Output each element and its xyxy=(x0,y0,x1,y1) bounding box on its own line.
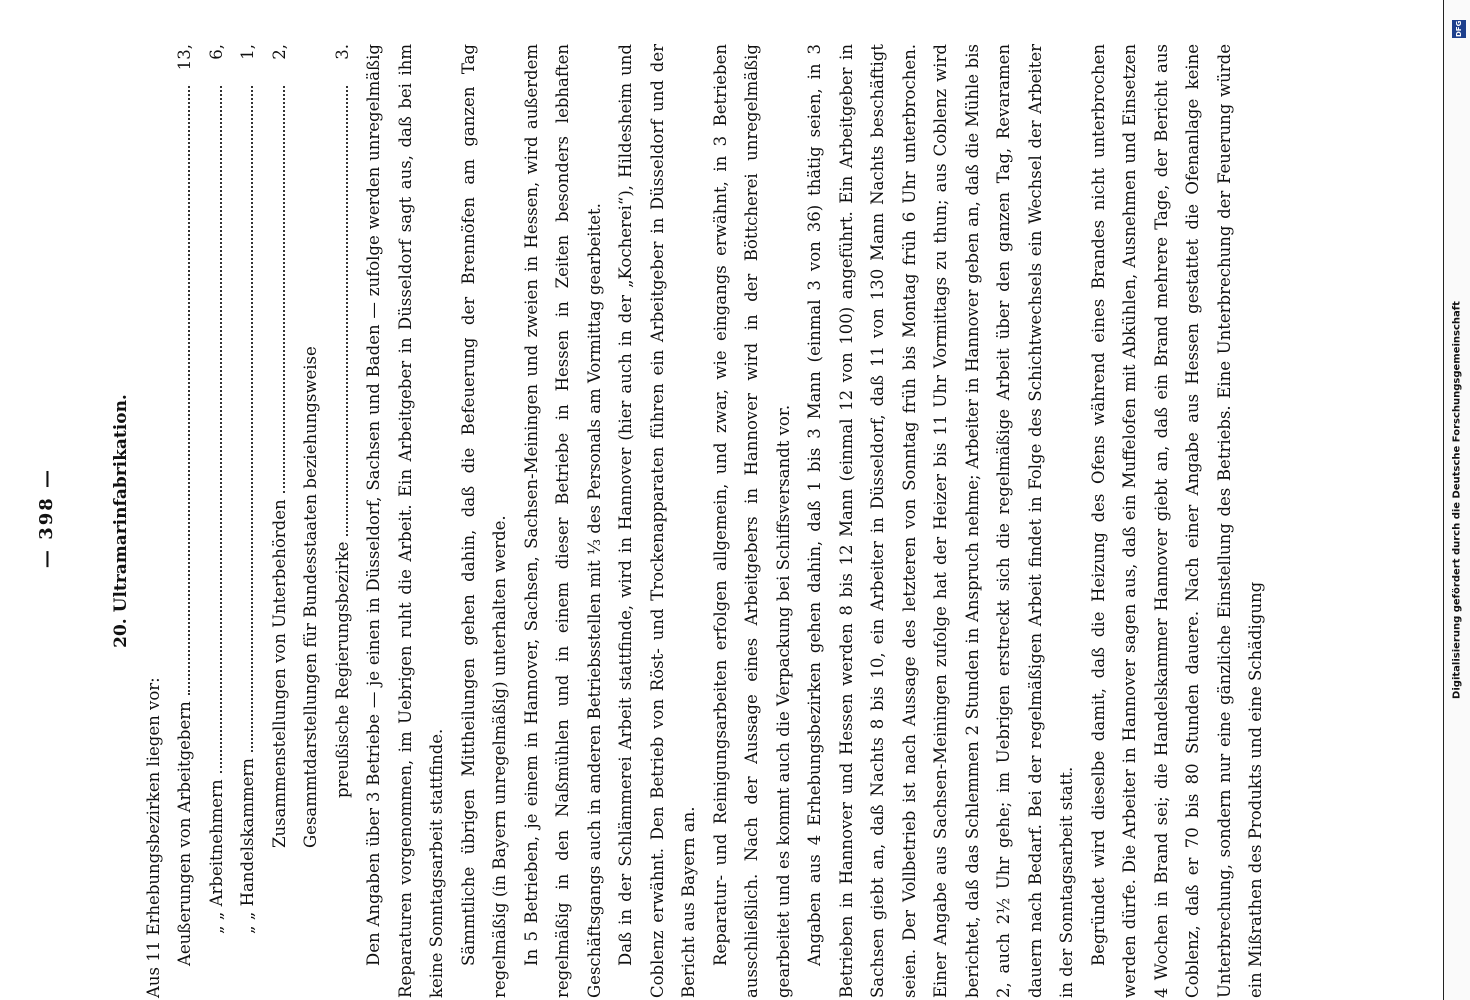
paragraph: Reparatur- und Reinigungsarbeiten erfolgen allgemein, und zwar, wie eingangs erwähnt, in 3 Betrieben ausschließlich. Nach der Aussage eines Arbeitgebers in Hannover wird in der Böttcherei unregelmäßig gearbeitet und es kommt auch die Verpackung bei Schiffsversandt vor. xyxy=(710,44,793,998)
digitization-credit: Digitalisierung gefördert durch die Deutsche Forschungsgemeinschaft xyxy=(1451,301,1463,699)
dfg-logo: DFG xyxy=(1452,20,1466,38)
list-item: „ „ Handelskammern 1, xyxy=(238,44,257,934)
list-item: Zusammenstellungen von Unterbehörden 2, xyxy=(269,44,289,848)
rotated-page xyxy=(28,38,1288,998)
list-item: Gesammtdarstellungen für Bundesstaaten beziehungsweise xyxy=(301,346,320,848)
list-item: „ „ Arbeitnehmern 6, xyxy=(206,44,226,934)
page-number: — 398 — xyxy=(36,467,57,569)
paragraph: Begründet wird dieselbe damit, daß die Heizung des Ofens während eines Brandes nicht unterbrochen werden dürfe. Die Arbeiter in Hannover sagen aus, daß ein Muffelofen mit Abkühlen, Ausnehmen und Einsetzen 4 Wochen in Brand sei; die Handelskammer Hannover giebt an, daß ein Brand mehrere Tage, der Bericht aus Coblenz, daß er 70 bis 80 Stunden dauere. Nach einer Angabe aus Hessen gestattet die Ofenanlage keine Unterbrechung, sondern nur eine gänzliche Einstellung des Betriebs. Eine Unterbrechung der Feuerung würde ein Mißrathen des Produkts und eine Schädigung xyxy=(1088,44,1265,998)
paragraph: Angaben aus 4 Erhebungsbezirken gehen dahin, daß 1 bis 3 Mann (einmal 3 von 36) thätig seien, in 3 Betrieben in Hannover und Hessen werden 8 bis 12 Mann (einmal 12 von 100) angeführt. Ein Arbeitgeber in Sachsen giebt an, daß Nachts 8 bis 10, ein Arbeiter in Düsseldorf, daß 11 von 130 Mann Nachts beschäftigt seien. Der Vollbetrieb ist nach Aussage des letzteren von Sonntag früh bis Montag früh 6 Uhr unterbrochen. Einer Angabe aus Sachsen-Meiningen zufolge hat der Heizer bis 11 Uhr Vormittags zu thun; aus Coblenz wird berichtet, daß das Schlemmen 2 Stunden in Anspruch nehme; Arbeiter in Hannover geben an, daß die Mühle bis 2, auch 2½ Uhr gehe; im Uebrigen erstreckt sich die regelmäßige Arbeit über den ganzen Tag, Revaramen dauern nach Bedarf. Bei der regelmäßigen Arbeit findet in Folge des Schichtwechsels ein Wechsel der Arbeiter in der Sonntagsarbeit statt. xyxy=(805,44,1076,998)
list-item: preußische Regierungsbezirke 3. xyxy=(332,44,352,798)
text-column xyxy=(106,44,1272,998)
paragraph: Daß in der Schlämmerei Arbeit stattfinde, wird in Hannover (hier auch in der „Kocherei“), Hildesheim und Coblenz erwähnt. Den Betrieb von Röst- und Trockenapparaten führen ein Arbeitgeber in Düsseldorf und der Bericht aus Bayern an. xyxy=(616,44,698,998)
paragraph: In 5 Betrieben, je einem in Hannover, Sachsen, Sachsen-Meiningen und zweien in Hessen, wird außerdem regelmäßig in den Naßmühlen und in einem dieser Betriebe in Hessen in Zeiten besonders lebhaften Geschäftsgangs auch in anderen Betriebsstellen mit ⅓ des Personals am Vormittag gearbeitet. xyxy=(521,44,604,998)
paragraph: Den Angaben über 3 Betriebe — je einen in Düsseldorf, Sachsen und Baden — zufolge werden unregelmäßig Reparaturen vorgenommen, im Uebrigen ruht die Arbeit. Ein Arbeitgeber in Düsseldorf sagt aus, daß bei ihm keine Sonntagsarbeit stattfinde. xyxy=(364,44,446,998)
paragraph: Sämmtliche übrigen Mittheilungen gehen dahin, daß die Befeuerung der Brennöfen am ganzen Tag regelmäßig (in Bayern unregelmäßig) unterhalten werde. xyxy=(458,44,509,998)
list-item: Aeußerungen von Arbeitgebern 13, xyxy=(175,44,194,966)
section-heading: 20. Ultramarinfabrikation. xyxy=(111,394,131,648)
intro-line: Aus 11 Erhebungsbezirken liegen vor: xyxy=(143,677,163,998)
